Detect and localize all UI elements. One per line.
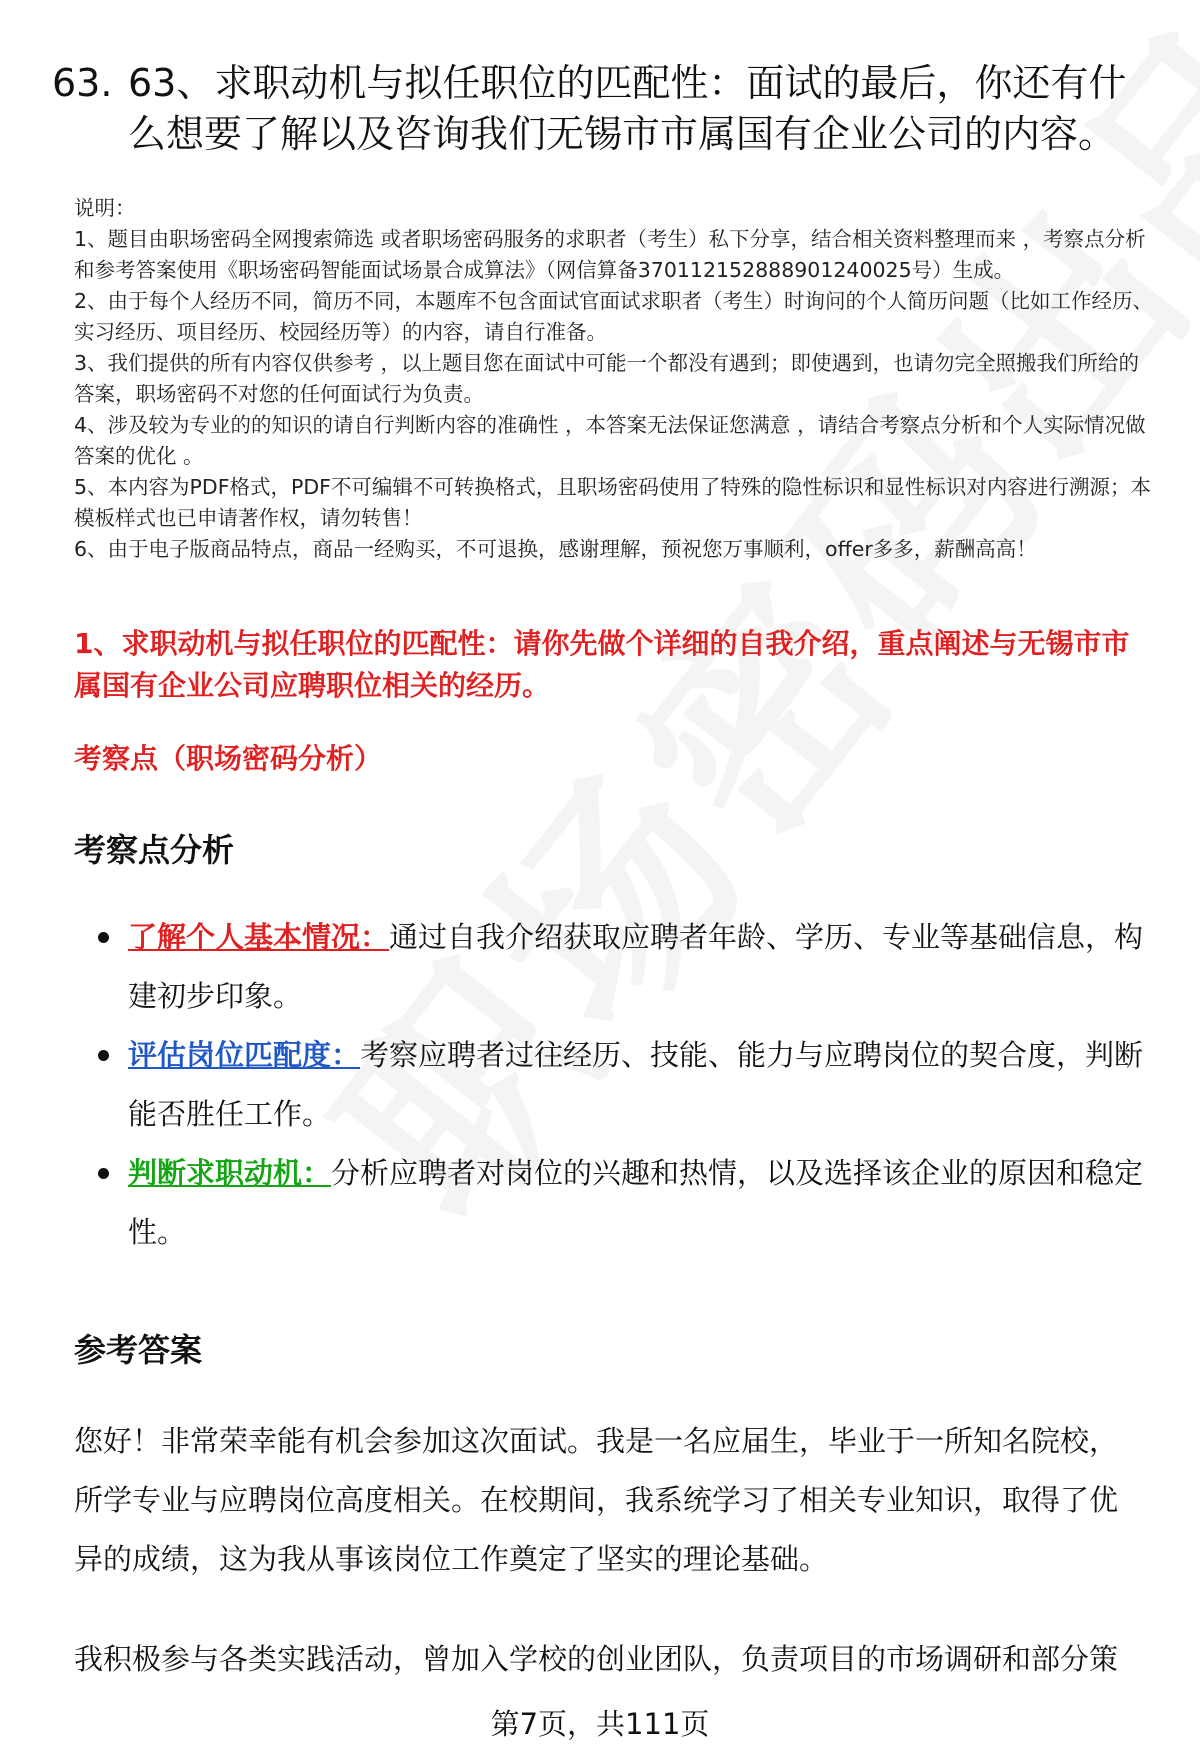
list-item xyxy=(74,908,1144,1026)
point-text: 考察应聘者过往经历、技能、能力与应聘岗位的契合度，判断能否胜任工作。 xyxy=(128,1038,1144,1131)
bullet-icon xyxy=(98,932,109,943)
point-label: 评估岗位匹配度： xyxy=(128,1038,361,1072)
bullet-icon xyxy=(98,1050,109,1061)
note-line: 6、由于电子版商品特点，商品一经购买，不可退换，感谢理解，预祝您万事顺利，offer多多，薪酬高高！ xyxy=(74,537,1037,561)
kaochadian-title: 考察点（职场密码分析） xyxy=(74,742,383,775)
answer-paragraph: 我积极参与各类实践活动，曾加入学校的创业团队，负责项目的市场调研和部分策 xyxy=(74,1642,1119,1676)
list-item xyxy=(74,1026,1144,1144)
list-item xyxy=(74,1144,1144,1262)
answer-heading: 参考答案 xyxy=(74,1331,203,1369)
analysis-heading: 考察点分析 xyxy=(74,831,235,869)
question-heading xyxy=(52,58,1142,160)
interview-question: 1、求职动机与拟任职位的匹配性：请你先做个详细的自我介绍，重点阐述与无锡市市属国有企业公司应聘职位相关的经历。 xyxy=(74,627,1130,702)
analysis-list xyxy=(74,908,1144,1262)
note-line: 4、涉及较为专业的的知识的请自行判断内容的准确性 ，本答案无法保证您满意 ，请结合考察点分析和个人实际情况做答案的优化 。 xyxy=(74,413,1146,468)
note-line: 5、本内容为PDF格式，PDF不可编辑不可转换格式，且职场密码使用了特殊的隐性标识和显性标识对内容进行溯源；本模板样式也已申请著作权，请勿转售！ xyxy=(74,475,1151,530)
question-title: 63、求职动机与拟任职位的匹配性：面试的最后，你还有什么想要了解以及咨询我们无锡市市属国有企业公司的内容。 xyxy=(128,61,1127,156)
bullet-icon xyxy=(98,1168,109,1179)
page-footer: 第7页，共111页 xyxy=(490,1707,710,1741)
point-label: 了解个人基本情况： xyxy=(128,920,390,954)
note-line: 说明： xyxy=(74,196,136,220)
point-text: 通过自我介绍获取应聘者年龄、学历、专业等基础信息，构建初步印象。 xyxy=(128,920,1144,1013)
point-text: 分析应聘者对岗位的兴趣和热情，以及选择该企业的原因和稳定性。 xyxy=(128,1156,1144,1249)
notes-block xyxy=(74,193,1154,565)
note-line: 1、题目由职场密码全网搜索筛选 或者职场密码服务的求职者（考生）私下分享，结合相关资料整理而来 ，考察点分析和参考答案使用《职场密码智能面试场景合成算法》（网信算备370112152888901240025号）生成。 xyxy=(74,227,1146,282)
question-number: 63. xyxy=(52,61,113,105)
point-label: 判断求职动机： xyxy=(128,1156,332,1190)
note-line: 2、由于每个人经历不同，简历不同，本题库不包含面试官面试求职者（考生）时询问的个人简历问题（比如工作经历、实习经历、项目经历、校园经历等）的内容，请自行准备。 xyxy=(74,289,1154,344)
answer-body xyxy=(74,1412,1144,1730)
note-line: 3、我们提供的所有内容仅供参考 ，以上题目您在面试中可能一个都没有遇到；即使遇到，也请勿完全照搬我们所给的答案，职场密码不对您的任何面试行为负责。 xyxy=(74,351,1140,406)
answer-paragraph: 您好！非常荣幸能有机会参加这次面试。我是一名应届生，毕业于一所知名院校，所学专业与应聘岗位高度相关。在校期间，我系统学习了相关专业知识，取得了优异的成绩，这为我从事该岗位工作奠定了坚实的理论基础。 xyxy=(74,1424,1119,1576)
